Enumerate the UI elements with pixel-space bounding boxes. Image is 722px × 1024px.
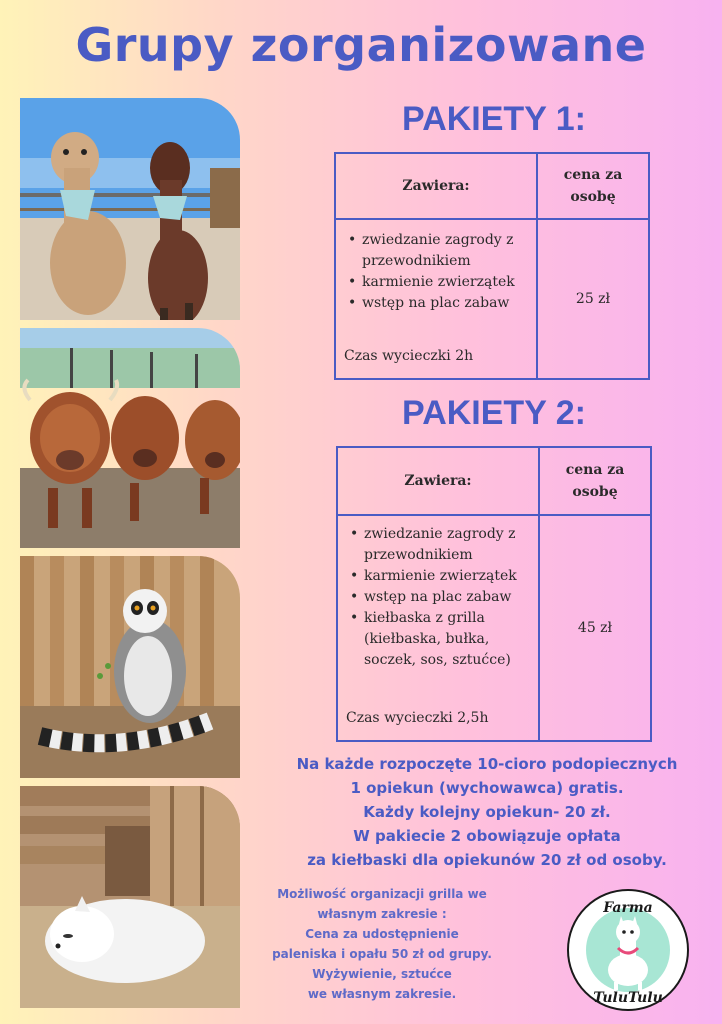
package-1-price-header: cena za osobę xyxy=(563,167,623,205)
package-1-contents-header: Zawiera: xyxy=(402,178,470,194)
caretaker-notice: Na każde rozpoczęte 10-cioro podopiecznych 1 opiekun (wychowawca) gratis. Każdy kolejny opiekun- 20 zł. W pakiecie 2 obowiązuje opłata za kiełbaski dla opiekunów 20 zł od osoby. xyxy=(296,755,678,869)
package-1-table xyxy=(334,152,650,380)
page-title: Grupy zorganizowane xyxy=(75,18,647,72)
package-2-contents-header: Zawiera: xyxy=(404,473,472,489)
package-1-price: 25 zł xyxy=(575,291,611,307)
lemur-photo xyxy=(20,556,240,778)
grill-info: Możliwość organizacji grilla we własnym zakresie : Cena za udostępnienie paleniska i opału 50 zł od grupy. Wyżywienie, sztućce we własnym zakresie. xyxy=(272,887,492,1001)
package-1-heading: PAKIETY 1: xyxy=(402,100,586,138)
package-2-duration: Czas wycieczki 2,5h xyxy=(346,710,489,726)
list-item: • karmienie zwierzątek xyxy=(344,566,536,587)
list-item: • wstęp na plac zabaw xyxy=(344,587,536,608)
logo-top-text: Farma xyxy=(603,900,653,916)
arctic-fox-photo xyxy=(20,786,240,1008)
package-2-heading: PAKIETY 2: xyxy=(402,394,586,432)
package-1-items xyxy=(342,230,532,314)
package-2-price: 45 zł xyxy=(577,620,613,636)
package-1-duration: Czas wycieczki 2h xyxy=(344,348,474,364)
package-2-table xyxy=(336,446,652,742)
package-2-price-header: cena za osobę xyxy=(565,462,625,500)
list-item: • zwiedzanie zagrody z przewodnikiem xyxy=(344,524,536,566)
alpacas-photo xyxy=(20,98,240,320)
farm-logo xyxy=(566,888,690,1012)
highland-cattle-photo xyxy=(20,328,240,548)
package-2-items xyxy=(344,524,536,671)
logo-bottom-text: TuluTulu xyxy=(593,990,663,1006)
list-item: • karmienie zwierzątek xyxy=(342,272,532,293)
list-item: • wstęp na plac zabaw xyxy=(342,293,532,314)
list-item: • zwiedzanie zagrody z przewodnikiem xyxy=(342,230,532,272)
list-item: • kiełbaska z grilla (kiełbaska, bułka, soczek, sos, sztućce) xyxy=(344,608,536,671)
